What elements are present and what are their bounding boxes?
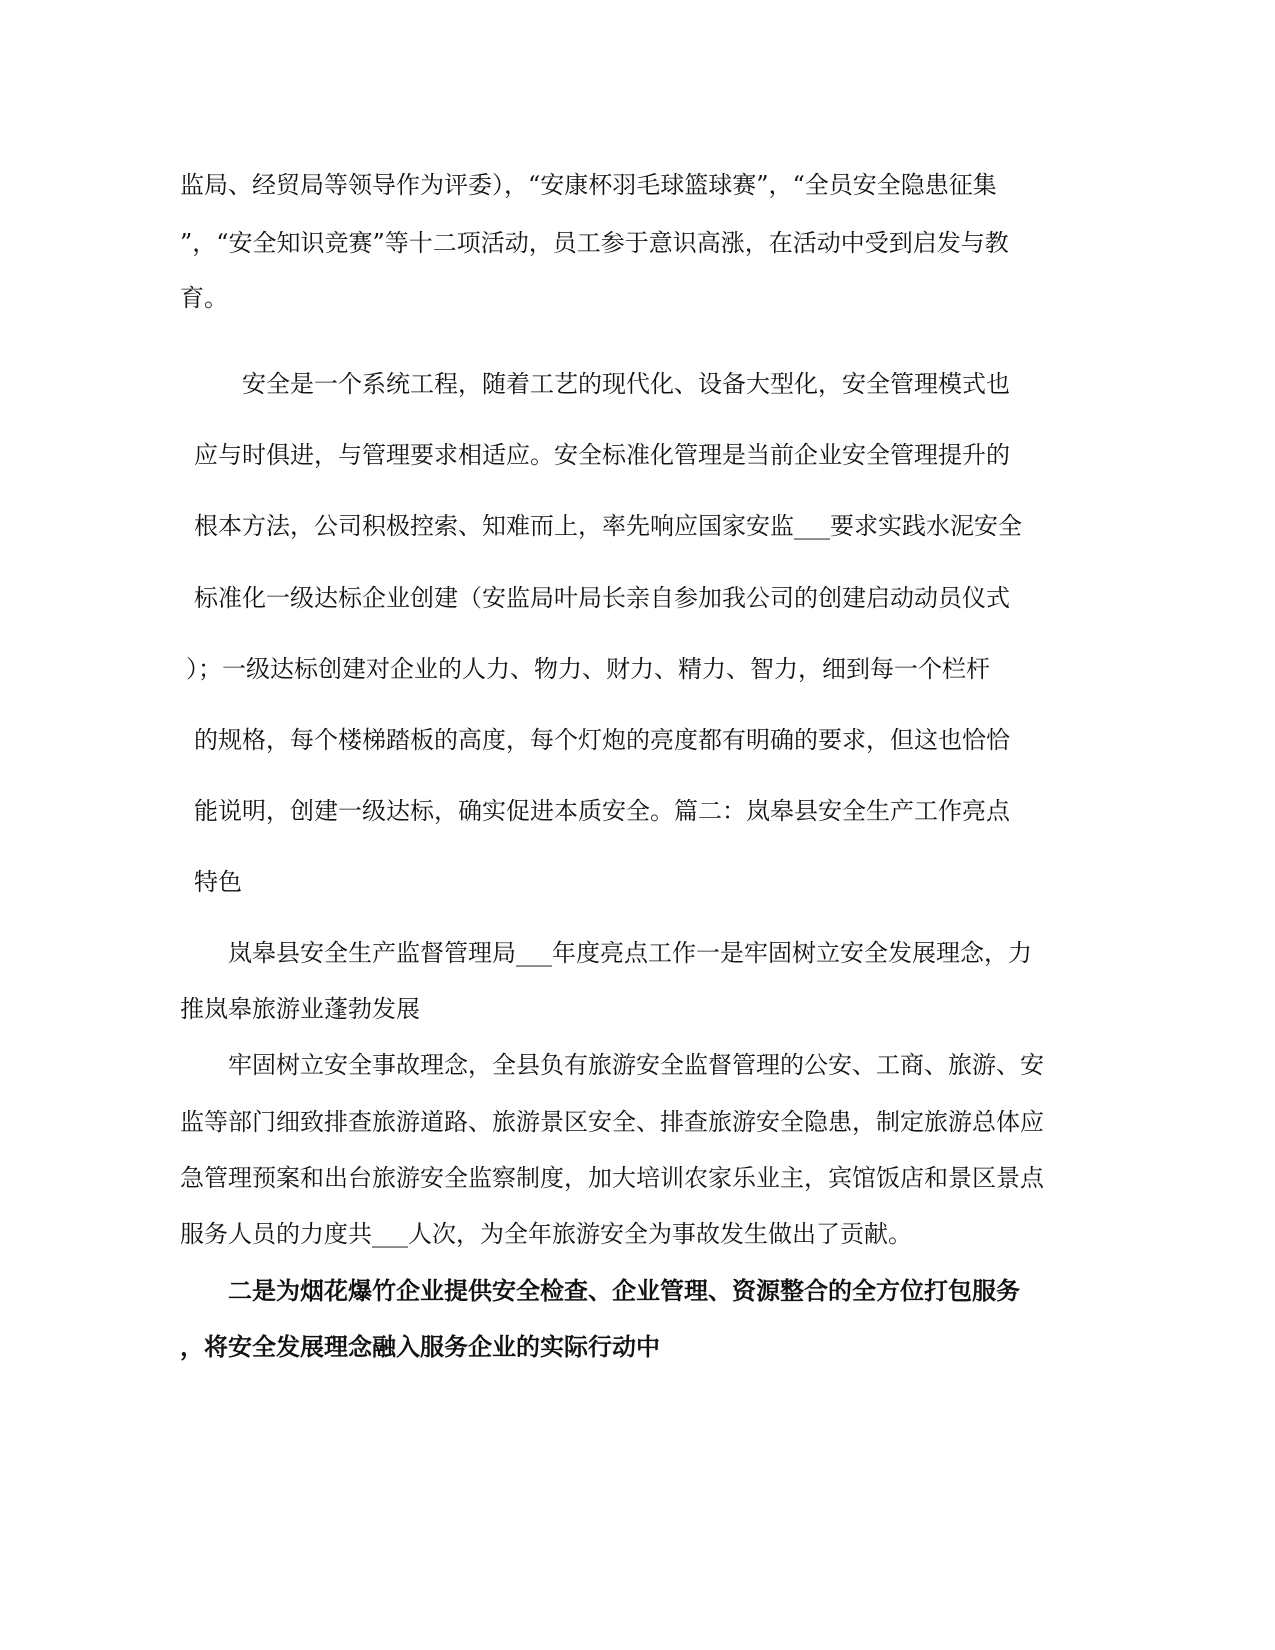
text-line: 特色 xyxy=(194,868,242,896)
text-line: 标准化一级达标企业创建（安监局叶局长亲自参加我公司的创建启动动员仪式 xyxy=(194,584,1010,612)
text-line: 应与时俱进，与管理要求相适应。安全标准化管理是当前企业安全管理提升的 xyxy=(194,441,1010,469)
text-line: 安全是一个系统工程，随着工艺的现代化、设备大型化，安全管理模式也 xyxy=(242,370,1010,398)
text-line: 岚皋县安全生产监督管理局___年度亮点工作一是牢固树立安全发展理念，力 xyxy=(228,939,1032,967)
text-line: 的规格，每个楼梯踏板的高度，每个灯炮的亮度都有明确的要求，但这也恰恰 xyxy=(194,726,1010,754)
text-line: ，将安全发展理念融入服务企业的实际行动中 xyxy=(180,1332,660,1361)
text-line: 服务人员的力度共___人次，为全年旅游安全为事故发生做出了贡献。 xyxy=(180,1220,912,1248)
text-line: ）；一级达标创建对企业的人力、物力、财力、精力、智力，细到每一个栏杆 xyxy=(186,655,990,683)
text-line: 牢固树立安全事故理念，全县负有旅游安全监督管理的公安、工商、旅游、安 xyxy=(228,1051,1044,1079)
text-line: 能说明，创建一级达标，确实促进本质安全。篇二：岚皋县安全生产工作亮点 xyxy=(194,797,1010,825)
text-line: 育。 xyxy=(180,284,228,312)
text-line: 推岚皋旅游业蓬勃发展 xyxy=(180,995,420,1023)
text-line: 二是为烟花爆竹企业提供安全检查、企业管理、资源整合的全方位打包服务 xyxy=(228,1276,1020,1305)
text-line: ”，“安全知识竞赛”等十二项活动，员工参于意识高涨，在活动中受到启发与教 xyxy=(180,229,1009,257)
text-line: 监等部门细致排查旅游道路、旅游景区安全、排查旅游安全隐患，制定旅游总体应 xyxy=(180,1108,1044,1136)
text-line: 监局、经贸局等领导作为评委），“安康杯羽毛球篮球赛”，“全员安全隐患征集 xyxy=(180,171,997,199)
text-line: 急管理预案和出台旅游安全监察制度，加大培训农家乐业主，宾馆饭店和景区景点 xyxy=(180,1164,1044,1192)
text-line: 根本方法，公司积极控索、知难而上，率先响应国家安监___要求实践水泥安全 xyxy=(194,512,1022,540)
